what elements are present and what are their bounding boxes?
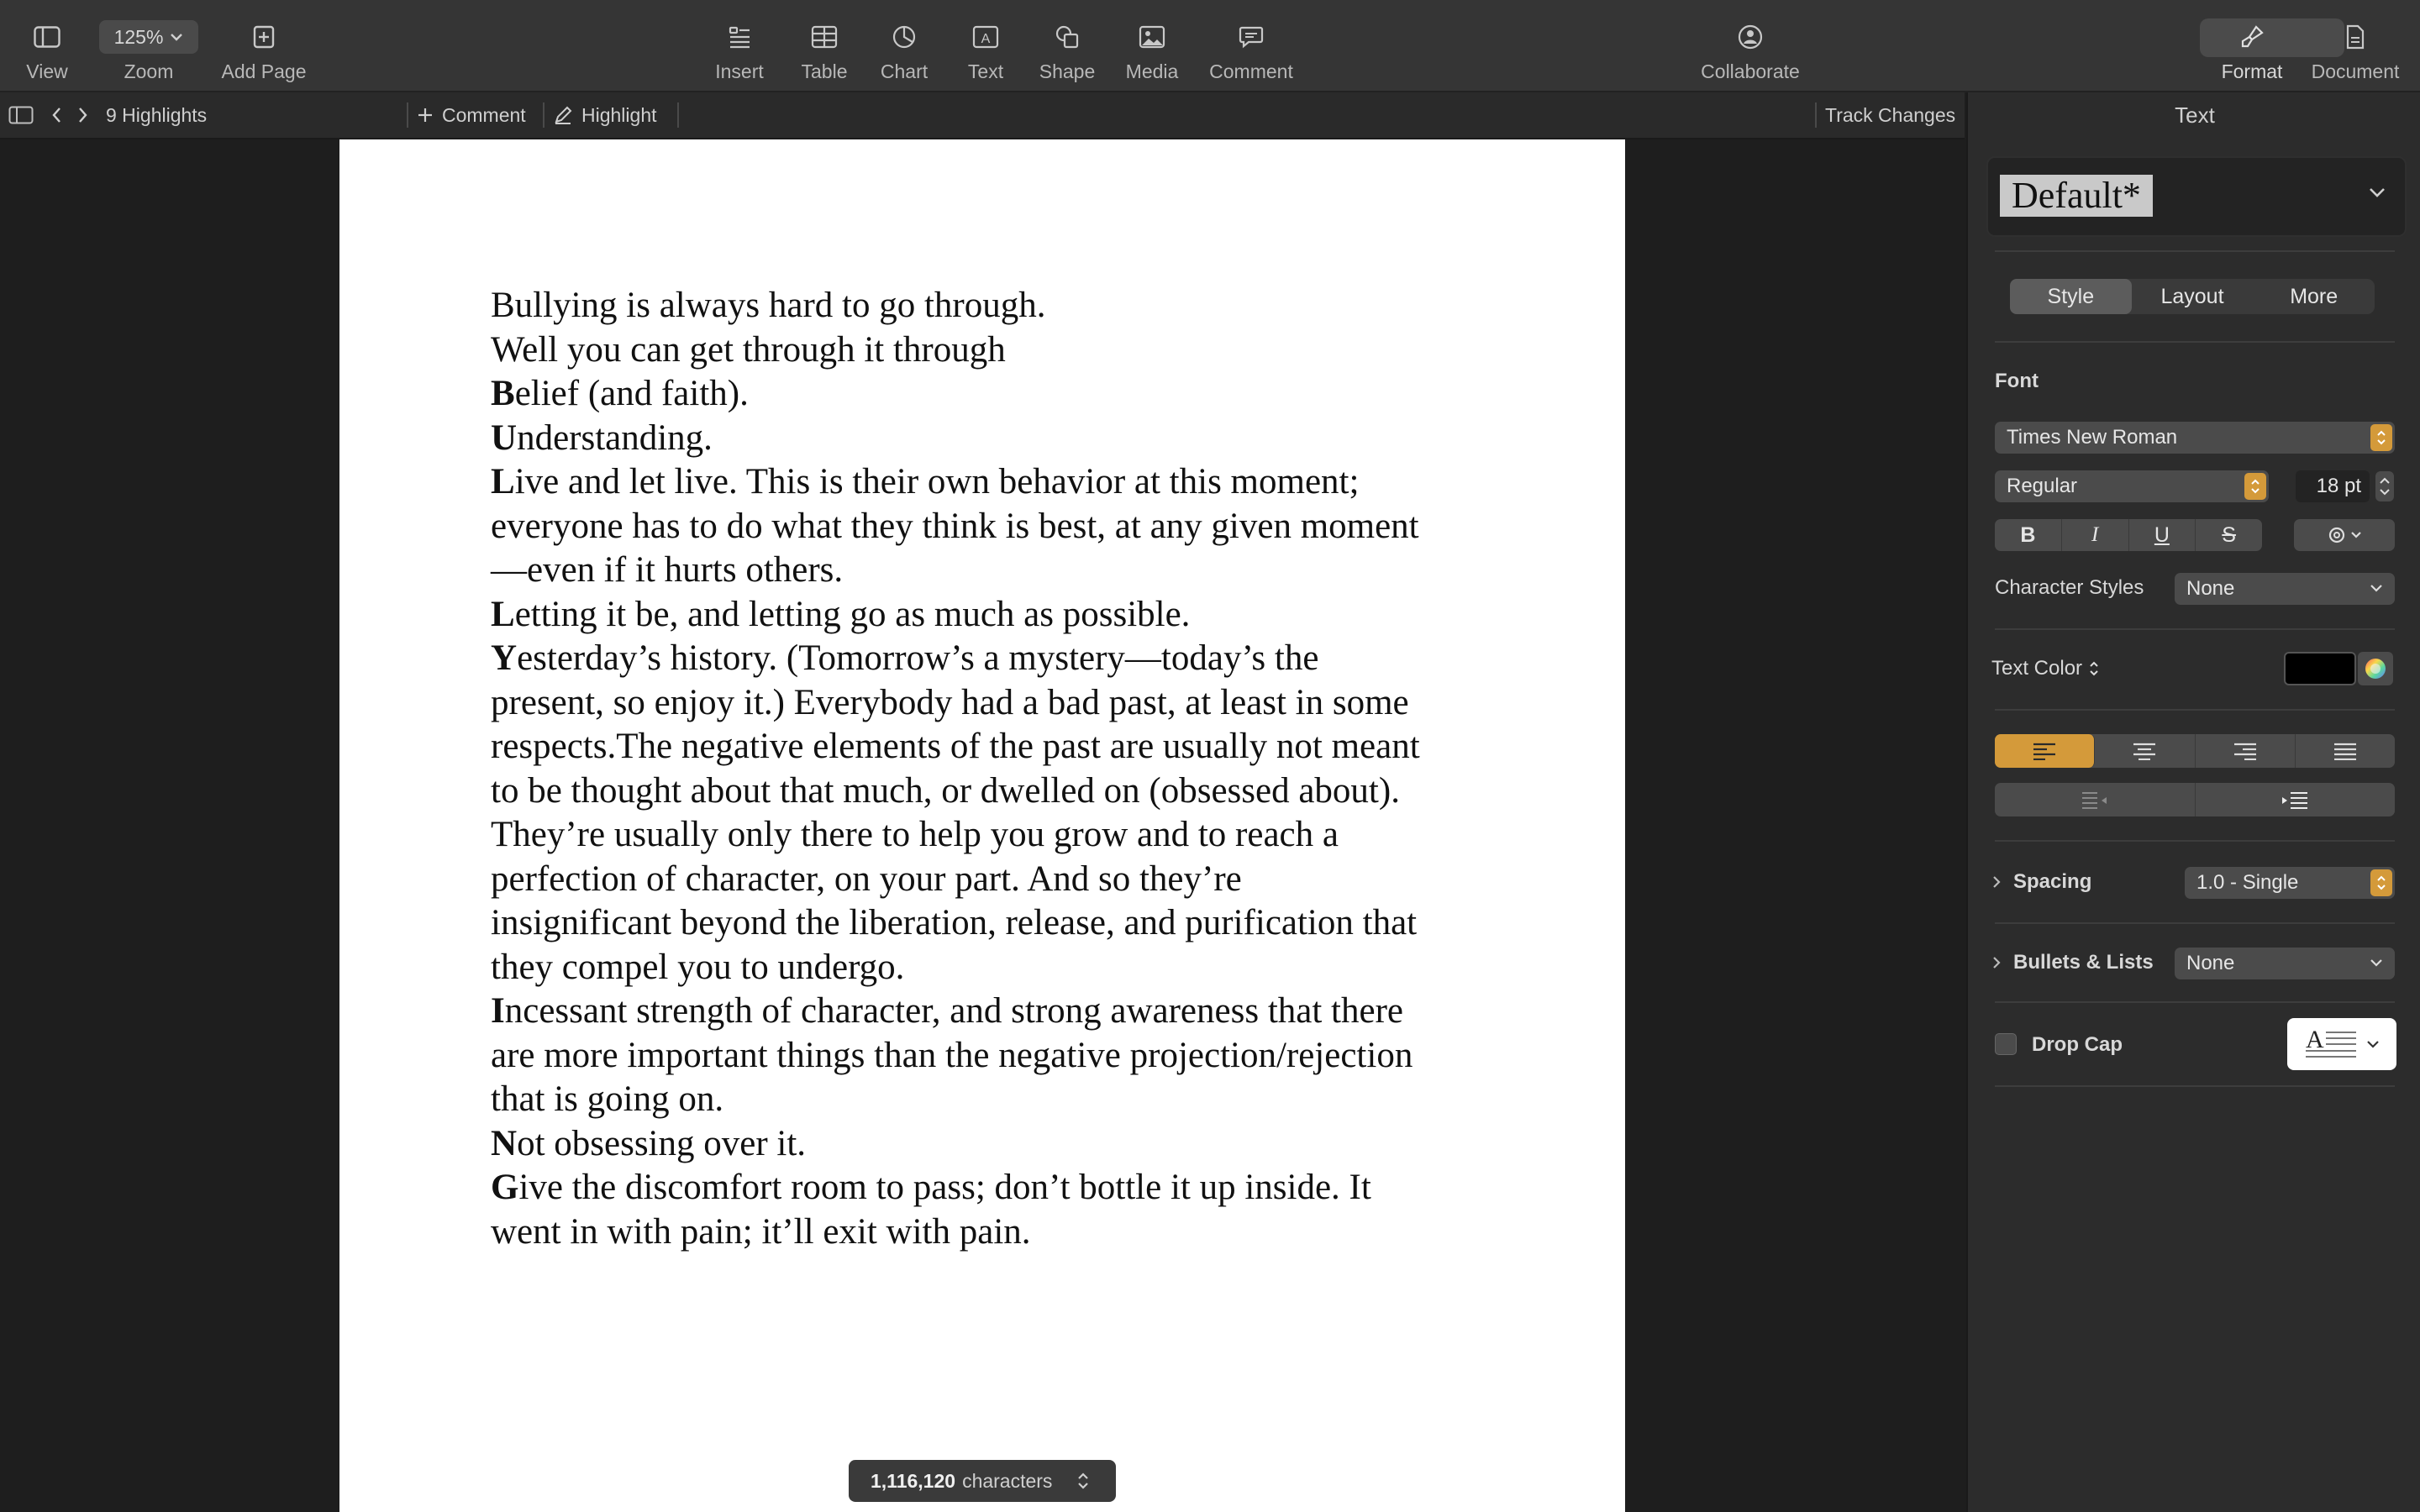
sidebar-icon <box>8 106 34 124</box>
text-line <box>491 417 1499 461</box>
zoom-select[interactable] <box>99 20 198 54</box>
line-text: etting it be, and letting go as much as possible. <box>514 594 1191 634</box>
add-comment-button[interactable] <box>417 92 526 138</box>
document-icon <box>2345 13 2365 60</box>
format-inspector <box>1966 92 2420 1512</box>
align-left-button[interactable] <box>1995 734 2095 768</box>
up-down-chevron-icon <box>2244 473 2266 500</box>
plus-icon <box>417 107 434 123</box>
document-canvas <box>0 139 1965 1512</box>
bold-initial: I <box>491 991 505 1031</box>
text-box-icon <box>972 13 999 60</box>
underline-button[interactable]: U <box>2129 519 2196 551</box>
line-text: respects.The negative elements of the past are usually not meant <box>491 727 1420 766</box>
increase-indent-button[interactable] <box>2196 783 2396 816</box>
line-text: perfection of character, on your part. And so they’re <box>491 858 1242 899</box>
drop-cap-style-select[interactable] <box>2287 1018 2396 1070</box>
text-color-label: Text Color <box>1991 657 2083 680</box>
paragraph-style-name: Default* <box>2000 175 2153 217</box>
zoom-label: Zoom <box>124 60 174 82</box>
font-size-field[interactable] <box>2296 470 2370 502</box>
toolbar <box>0 0 2420 92</box>
chevron-down-icon <box>2366 1039 2380 1049</box>
decrease-indent-icon <box>2081 790 2109 809</box>
view-label: View <box>26 60 68 82</box>
line-text: present, so enjoy it.) Everybody had a bad past, at least in some <box>491 682 1409 722</box>
chevron-down-icon <box>2370 583 2383 593</box>
text-line <box>491 505 1499 549</box>
comment-label: Comment <box>1209 60 1293 82</box>
text-line <box>491 681 1499 726</box>
up-down-chevron-icon <box>2089 659 2099 678</box>
font-family-value: Times New Roman <box>2007 426 2178 449</box>
divider <box>1995 628 2395 630</box>
line-text: ot obsessing over it. <box>517 1123 807 1163</box>
chevron-down-icon <box>170 33 183 41</box>
character-styles-select[interactable] <box>2175 573 2395 605</box>
media-button[interactable] <box>1118 13 1186 87</box>
line-text: —even if it hurts others. <box>491 550 844 590</box>
text-line <box>491 1078 1499 1122</box>
text-line <box>491 990 1499 1034</box>
comment-icon <box>1239 13 1264 60</box>
up-down-chevron-icon <box>1077 1471 1089 1491</box>
svg-text:A: A <box>981 32 991 46</box>
chevron-left-icon <box>50 106 62 124</box>
text-line <box>491 725 1499 769</box>
line-text: ive the discomfort room to pass; don’t bottle it up inside. It <box>518 1168 1371 1207</box>
line-text: are more important things than the negative projection/rejection <box>491 1035 1413 1075</box>
format-button[interactable] <box>2215 13 2289 87</box>
text-style-buttons <box>1995 519 2262 551</box>
bold-initial: Y <box>491 638 518 678</box>
bullets-select[interactable] <box>2175 948 2395 979</box>
bold-initial: N <box>491 1123 518 1163</box>
spacing-label: Spacing <box>2013 870 2092 893</box>
text-line <box>491 593 1499 638</box>
bullets-label: Bullets & Lists <box>2013 951 2154 974</box>
text-line <box>491 1166 1499 1210</box>
shape-label: Shape <box>1039 60 1096 82</box>
color-wheel-icon <box>2364 657 2387 680</box>
add-page-label: Add Page <box>221 60 307 82</box>
divider <box>1995 709 2395 711</box>
divider <box>1995 250 2395 252</box>
highlights-label: 9 Highlights <box>106 103 208 126</box>
inspector-tabs <box>2010 279 2375 314</box>
text-line <box>491 858 1499 902</box>
font-size-stepper[interactable] <box>2375 470 2395 502</box>
text-line <box>491 460 1499 505</box>
previous-button[interactable] <box>50 92 62 138</box>
up-down-chevron-icon <box>2370 869 2392 896</box>
highlight-button[interactable] <box>553 92 657 138</box>
drop-cap-preview-icon <box>2304 1026 2358 1063</box>
align-right-button[interactable] <box>2196 734 2296 768</box>
highlights-count <box>106 92 207 138</box>
font-section-label: Font <box>1995 370 2039 392</box>
character-styles-value: None <box>2186 577 2235 600</box>
align-right-icon <box>2233 742 2258 760</box>
divider <box>1995 1001 2395 1003</box>
line-text: They’re usually only there to help you grow and to reach a <box>491 815 1339 854</box>
line-text: they compel you to undergo. <box>491 947 905 987</box>
text-line <box>491 1210 1499 1255</box>
drop-cap-label: Drop Cap <box>2032 1033 2123 1056</box>
track-changes-button[interactable] <box>1825 92 1955 138</box>
tab-style[interactable]: Style <box>2010 279 2132 314</box>
character-count: 1,116,120 <box>871 1469 956 1492</box>
bold-initial: L <box>491 594 515 634</box>
view-button[interactable] <box>18 13 76 87</box>
collaborate-label: Collaborate <box>1701 60 1800 82</box>
table-label: Table <box>801 60 848 82</box>
line-text: elief (and faith). <box>514 374 749 413</box>
add-comment-label: Comment <box>442 103 526 126</box>
text-line <box>491 637 1499 681</box>
document-label: Document <box>2311 60 2400 82</box>
decrease-indent-button[interactable] <box>1995 783 2196 816</box>
chevron-right-icon <box>77 106 89 124</box>
insert-button[interactable] <box>706 13 773 87</box>
insert-icon <box>728 13 751 60</box>
text-line <box>491 813 1499 858</box>
line-text: everyone has to do what they think is best, at any given moment <box>491 506 1419 546</box>
chevron-right-icon <box>1991 954 2002 971</box>
align-center-icon <box>2132 742 2157 760</box>
divider <box>1995 840 2395 842</box>
advanced-options-button[interactable] <box>2294 519 2395 551</box>
zoom-value: 125% <box>113 25 164 48</box>
text-line <box>491 901 1499 946</box>
alignment-buttons <box>1995 734 2395 768</box>
comments-bar <box>0 92 1965 139</box>
color-wheel-button[interactable] <box>2358 652 2393 685</box>
line-text: insignificant beyond the liberation, release, and purification that <box>491 903 1418 942</box>
svg-text:A: A <box>2306 1026 2324 1053</box>
tab-layout[interactable]: Layout <box>2160 284 2224 308</box>
font-weight-select[interactable] <box>1995 470 2269 502</box>
character-styles-label: Character Styles <box>1995 576 2144 599</box>
bold-initial: B <box>491 374 515 413</box>
line-text: to be thought about that much, or dwelled on (obsessed about). <box>491 770 1400 811</box>
font-weight-value: Regular <box>2007 475 2078 497</box>
chevron-down-icon <box>2370 958 2383 968</box>
document-button[interactable] <box>2309 13 2402 87</box>
divider <box>1995 1085 2395 1087</box>
chart-icon <box>892 13 917 60</box>
text-label: Text <box>967 60 1004 82</box>
insert-label: Insert <box>715 60 764 82</box>
text-line <box>491 946 1499 990</box>
body-text[interactable] <box>491 284 1499 1254</box>
spacing-disclosure[interactable] <box>1991 870 2091 894</box>
comment-button[interactable] <box>1207 13 1296 87</box>
spacing-select[interactable] <box>2185 867 2395 899</box>
inspector-title: Text <box>2175 102 2215 128</box>
photo-icon <box>1139 13 1165 60</box>
drop-cap-checkbox[interactable] <box>1995 1033 2017 1055</box>
increase-indent-icon <box>2281 790 2309 809</box>
text-color-swatch[interactable] <box>2284 652 2356 685</box>
tab-more[interactable]: More <box>2290 284 2338 308</box>
text-line <box>491 284 1499 328</box>
line-text: esterday’s history. (Tomorrow’s a mystery—today’s the <box>517 638 1319 678</box>
chevron-right-icon <box>1991 874 2002 890</box>
line-text: ncessant strength of character, and strong awareness that there <box>504 991 1403 1031</box>
format-label: Format <box>2221 60 2283 82</box>
sidebar-icon <box>34 13 60 60</box>
add-page-icon <box>253 13 275 60</box>
divider <box>543 102 544 128</box>
strikethrough-button[interactable]: S <box>2222 522 2236 547</box>
spacing-value: 1.0 - Single <box>2196 871 2299 894</box>
bold-initial: G <box>491 1168 519 1207</box>
bold-initial: U <box>491 417 518 458</box>
font-family-select[interactable] <box>1995 422 2395 454</box>
font-size-value: 18 pt <box>2316 475 2361 497</box>
paragraph-style-selector[interactable] <box>1986 156 2407 237</box>
line-text: that is going on. <box>491 1079 724 1119</box>
media-label: Media <box>1125 60 1179 82</box>
add-page-button[interactable] <box>217 13 311 87</box>
text-button[interactable] <box>956 13 1015 87</box>
text-line <box>491 1034 1499 1079</box>
text-line <box>491 1122 1499 1167</box>
character-count-label: characters <box>962 1469 1053 1492</box>
line-text: went in with pain; it’ll exit with pain. <box>491 1211 1031 1252</box>
zoom-control[interactable] <box>96 13 202 87</box>
divider <box>407 102 408 128</box>
document-page[interactable] <box>339 139 1625 1512</box>
highlight-label: Highlight <box>581 103 657 126</box>
paintbrush-icon <box>2239 13 2265 60</box>
bullets-disclosure[interactable] <box>1991 951 2154 974</box>
up-down-chevron-icon <box>2370 424 2392 451</box>
line-text: Well you can get through it through <box>491 329 1006 370</box>
bold-initial: L <box>491 462 515 501</box>
indent-buttons <box>1995 783 2395 816</box>
divider <box>1995 341 2395 343</box>
italic-button[interactable]: I <box>2062 519 2129 551</box>
text-line <box>491 769 1499 814</box>
shape-button[interactable] <box>1037 13 1097 87</box>
justify-button[interactable] <box>2296 734 2395 768</box>
word-count-popup[interactable] <box>849 1460 1116 1502</box>
line-text: ive and let live. This is their own behavior at this moment; <box>514 462 1360 501</box>
table-icon <box>811 13 838 60</box>
track-changes-label: Track Changes <box>1825 103 1956 126</box>
align-left-icon <box>2032 742 2057 760</box>
chevron-down-icon <box>2368 186 2386 198</box>
text-line <box>491 328 1499 373</box>
divider <box>1815 102 1817 128</box>
line-text: nderstanding. <box>517 417 713 458</box>
divider <box>1995 922 2395 924</box>
gear-icon <box>2294 519 2395 551</box>
line-text: Bullying is always hard to go through. <box>491 286 1046 325</box>
divider <box>677 102 679 128</box>
justify-icon <box>2333 742 2358 760</box>
align-center-button[interactable] <box>2095 734 2195 768</box>
text-line <box>491 372 1499 417</box>
collaborate-button[interactable] <box>1694 13 1807 87</box>
sidebar-toggle-button[interactable] <box>8 92 34 138</box>
next-button[interactable] <box>77 92 89 138</box>
pencil-icon <box>553 105 573 125</box>
text-color-menu[interactable] <box>1991 657 2099 680</box>
text-line <box>491 549 1499 593</box>
bullets-value: None <box>2186 952 2235 974</box>
table-button[interactable] <box>795 13 854 87</box>
shape-icon <box>1055 13 1080 60</box>
chart-button[interactable] <box>874 13 934 87</box>
collaborate-icon <box>1736 13 1765 60</box>
chart-label: Chart <box>880 60 929 82</box>
bold-button[interactable]: B <box>1995 519 2062 551</box>
